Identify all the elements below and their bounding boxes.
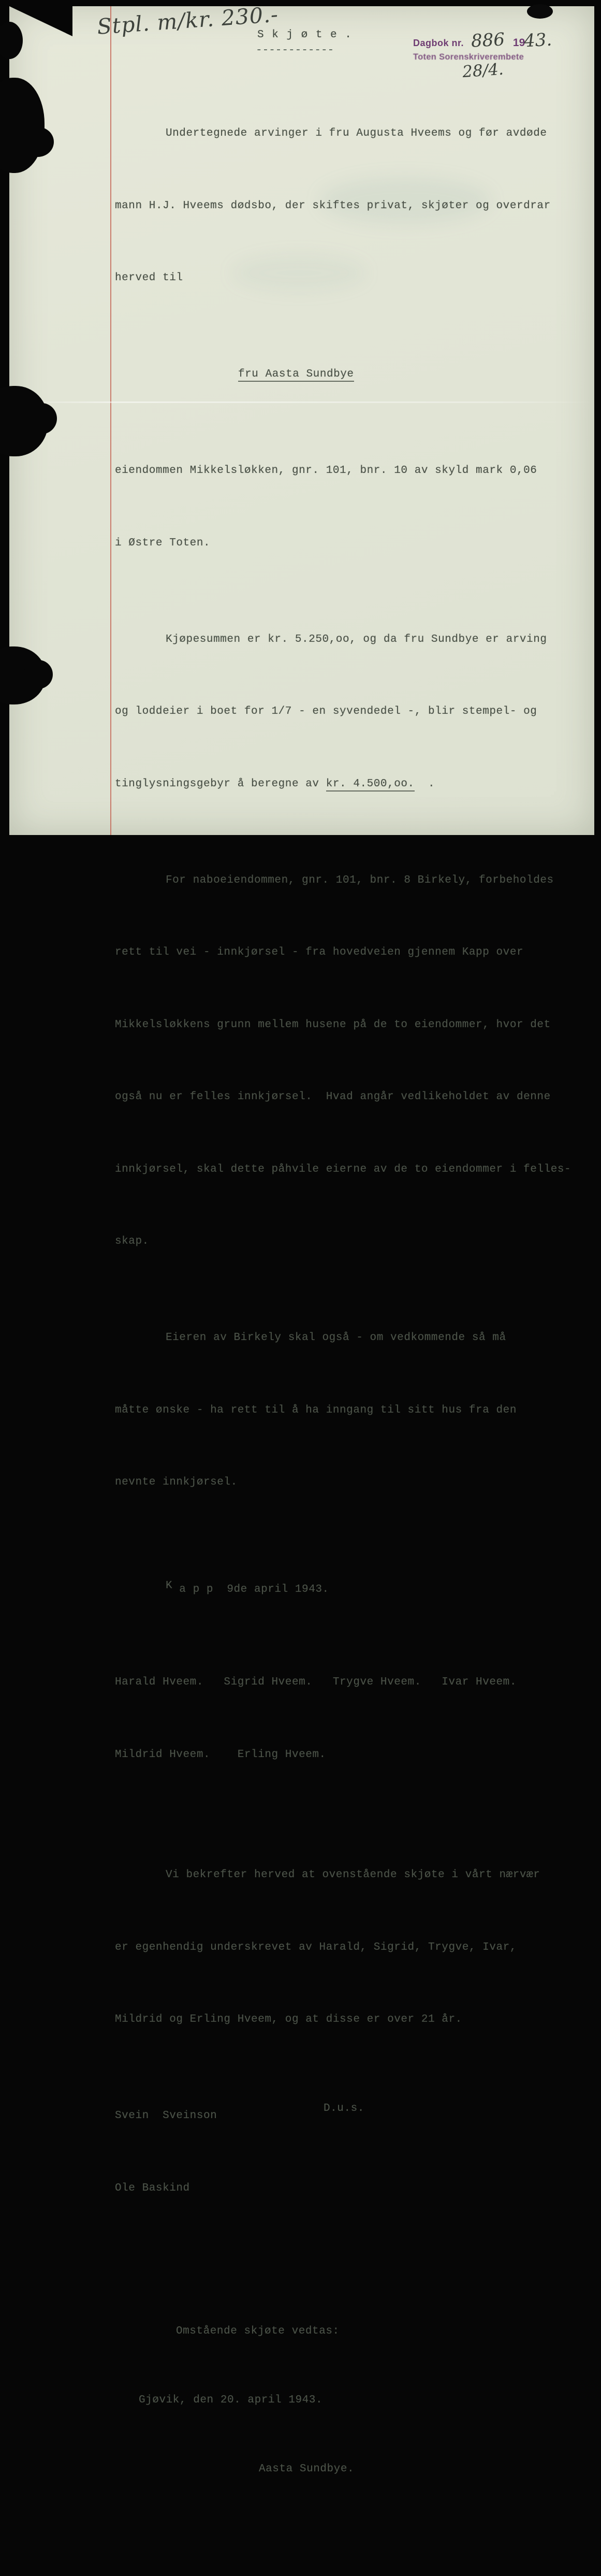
title-underline: ------------	[256, 45, 334, 56]
binder-hole	[22, 127, 54, 157]
deed-line: mann H.J. Hveems dødsbo, der skiftes privat, skjøter og overdrar	[115, 199, 551, 212]
stamp-daybook-label: Dagbok nr.	[413, 38, 464, 48]
deed-line: Mildrid og Erling Hveem, og at disse er over 21 år.	[115, 2013, 462, 2025]
deed-line: For naboeiendommen, gnr. 101, bnr. 8 Birkely, forbeholdes	[166, 874, 554, 886]
heir-signatures-row: Mildrid Hveem. Erling Hveem.	[115, 1748, 326, 1761]
deed-line: også nu er felles innkjørsel. Hvad angår vedlikeholdet av denne	[115, 1091, 551, 1103]
stamp-year-handwritten: 43.	[523, 29, 553, 52]
deed-line: Mikkelsløkkens grunn mellem husene på de to eiendommer, hvor det	[115, 1018, 551, 1031]
grantee-name-line	[115, 363, 586, 387]
dateline-text: a p p 9de april 1943.	[172, 1584, 329, 1595]
fee-line-prefix: tinglysningsgebyr å beregne av	[115, 778, 326, 790]
dateline-raised-k: K	[166, 1580, 173, 1592]
acceptance-line: Omstående skjøte vedtas:	[176, 2325, 340, 2337]
deed-line: Undertegnede arvinger i fru Augusta Hveems og før avdøde	[166, 127, 547, 139]
handwritten-stamp-fee-annotation: Stpl. m/kr. 230.-	[96, 2, 280, 39]
deed-line: eiendommen Mikkelsløkken, gnr. 101, bnr. 10 av skyld mark 0,06	[115, 465, 537, 477]
heir-signatures-row: Harald Hveem. Sigrid Hveem. Trygve Hveem. Ivar Hveem.	[115, 1676, 517, 1688]
fee-line-suffix: .	[414, 778, 435, 790]
witness-row	[115, 2104, 586, 2128]
deed-line: og loddeier i boet for 1/7 - en syvendedel -, blir stempel- og	[115, 706, 537, 717]
scan-smudge	[527, 4, 553, 19]
witness-signature: Ole Baskind	[115, 2182, 190, 2194]
stamp-date-handwritten: 28/4.	[461, 60, 504, 82]
deed-body	[115, 74, 586, 2576]
deed-line: innkjørsel, skal dette påhvile eierne av de to eiendommer i felles-	[115, 1163, 571, 1175]
acceptance-block	[115, 2273, 586, 2528]
stamp-year-prefix: 19	[512, 37, 525, 49]
binder-hole	[26, 403, 57, 434]
witness-signature: Svein Sveinson	[115, 2110, 217, 2122]
stamp-daybook-row	[413, 30, 568, 51]
binder-hole	[24, 660, 53, 689]
grantee-name: fru Aasta Sundbye	[238, 368, 354, 382]
deed-line: i Østre Toten.	[115, 537, 211, 549]
deed-line: rett til vei - innkjørsel - fra hovedveien gjennem Kapp over	[115, 946, 524, 958]
acceptance-line: Gjøvik, den 20. april 1943.	[139, 2394, 323, 2406]
deed-line: er egenhendig underskrevet av Harald, Sigrid, Trygve, Ivar,	[115, 1941, 517, 1953]
acceptance-signature: Aasta Sundbye.	[259, 2463, 355, 2475]
document-title: S k j ø t e .	[257, 29, 353, 41]
stamp-daybook-number-handwritten: 886	[471, 29, 505, 52]
deed-line: måtte ønske - ha rett til å ha inngang til sitt hus fra den	[115, 1404, 517, 1416]
binder-hole	[0, 78, 45, 173]
deed-line: Vi bekrefter herved at ovenstående skjøte i vårt nærvær	[166, 1869, 540, 1881]
fee-line	[115, 772, 586, 797]
page-edge-tear	[0, 22, 23, 59]
fee-amount: kr. 4.500,oo.	[326, 778, 415, 791]
registry-stamp	[413, 29, 568, 82]
deed-line: nevnte innkjørsel.	[115, 1476, 238, 1488]
stamp-office-name: Toten Sorenskriverembete	[413, 52, 524, 62]
deed-line: skap.	[115, 1235, 149, 1247]
deed-line: herved til	[115, 272, 183, 284]
document-page	[9, 2, 594, 2475]
margin-line	[110, 6, 111, 835]
place-date-line	[115, 1574, 586, 1599]
deed-line: Kjøpesummen er kr. 5.250,oo, og da fru Sundbye er arving	[166, 633, 547, 645]
deed-line: Eieren av Birkely skal også - om vedkommende så må	[166, 1332, 506, 1344]
dus-abbreviation: D.u.s.	[324, 2103, 364, 2114]
